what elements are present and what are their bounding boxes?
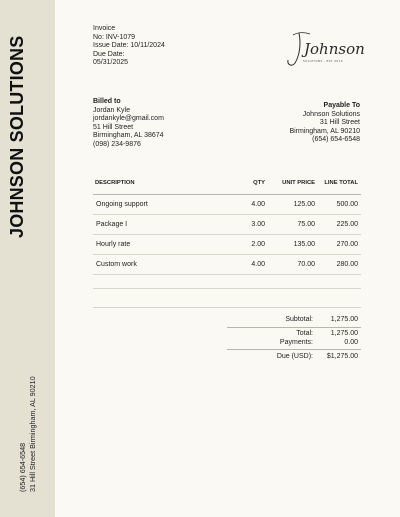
payee-name: Johnson Solutions [302, 110, 360, 118]
row-unit-price: 125.00 [293, 201, 315, 208]
table-row [93, 235, 361, 255]
row-description: Hourly rate [96, 241, 131, 248]
blank-row-divider [93, 288, 361, 289]
client-name: Jordan Kyle [93, 106, 130, 114]
due-date: 05/31/2025 [93, 59, 129, 66]
payee-phone: (654) 654-6548 [312, 136, 360, 143]
row-qty: 2.00 [251, 241, 265, 248]
row-qty: 4.00 [251, 261, 265, 268]
total-value: 1,275.00 [330, 330, 358, 337]
due-date-label: Due Date: [93, 50, 125, 58]
line-items-table [93, 180, 361, 275]
client-street: 51 Hill Street [93, 123, 134, 131]
row-unit-price: 70.00 [297, 261, 315, 268]
row-unit-price: 135.00 [293, 241, 315, 248]
row-unit-price: 75.00 [297, 221, 315, 228]
row-qty: 4.00 [251, 201, 265, 208]
row-qty: 3.00 [251, 221, 265, 228]
sidebar-phone: (654) 654-6548 [18, 442, 27, 492]
amount-due-label: Due (USD): [276, 353, 313, 360]
amount-due-block [227, 353, 361, 362]
row-line-total: 225.00 [336, 221, 358, 228]
client-phone: (098) 234-9876 [93, 140, 141, 148]
payments-value: 0.00 [344, 338, 358, 346]
totals-divider [227, 327, 361, 328]
amount-due-value: $1,275.00 [326, 353, 358, 360]
invoice-number: No: INV-1079 [93, 33, 136, 41]
billed-to-block [93, 98, 164, 149]
totals-divider [227, 349, 361, 350]
table-row [93, 215, 361, 235]
table-header [93, 180, 361, 195]
payee-city: Birmingham, AL 90210 [289, 127, 360, 135]
table-row [93, 255, 361, 275]
client-city: Birmingham, AL 38674 [93, 132, 164, 139]
invoice-title: Invoice [93, 25, 116, 32]
row-line-total: 270.00 [336, 241, 358, 248]
payee-street: 31 Hill Street [319, 119, 360, 126]
row-description: Package I [96, 221, 128, 228]
sidebar [0, 0, 55, 517]
billed-to-heading: Billed to [93, 98, 121, 105]
row-line-total: 280.00 [336, 261, 358, 268]
row-line-total: 500.00 [336, 201, 358, 208]
header-unit-price: UNIT PRICE [282, 180, 315, 186]
issue-date: Issue Date: 10/11/2024 [93, 42, 165, 49]
invoice-meta [93, 25, 165, 68]
company-name-vertical: JOHNSON SOLUTIONS [7, 35, 27, 238]
payments-label: Payments: [279, 338, 313, 346]
signature-tagline: SOLUTIONS · EST 2010 [303, 59, 343, 63]
total-label: Total: [296, 330, 313, 337]
payable-to-block [289, 102, 360, 145]
total-block [227, 330, 361, 347]
client-email: jordankyle@gmail.com [93, 115, 164, 122]
subtotal-label: Subtotal: [285, 316, 313, 323]
signature-text: Johnson [304, 40, 365, 58]
signature-logo [283, 27, 365, 72]
sidebar-contact [18, 376, 38, 492]
row-description: Custom work [96, 261, 137, 268]
header-line-total: LINE TOTAL [324, 180, 358, 186]
header-qty: QTY [253, 180, 265, 186]
subtotal-value: 1,275.00 [330, 316, 358, 323]
blank-row-divider [93, 307, 361, 308]
sidebar-address: 31 Hill Street Birmingham, AL 90210 [28, 376, 37, 492]
header-description: DESCRIPTION [95, 180, 135, 186]
subtotal-block [227, 316, 361, 325]
row-description: Ongoing support [96, 201, 148, 208]
payable-to-heading: Payable To [323, 102, 360, 109]
table-row [93, 195, 361, 215]
